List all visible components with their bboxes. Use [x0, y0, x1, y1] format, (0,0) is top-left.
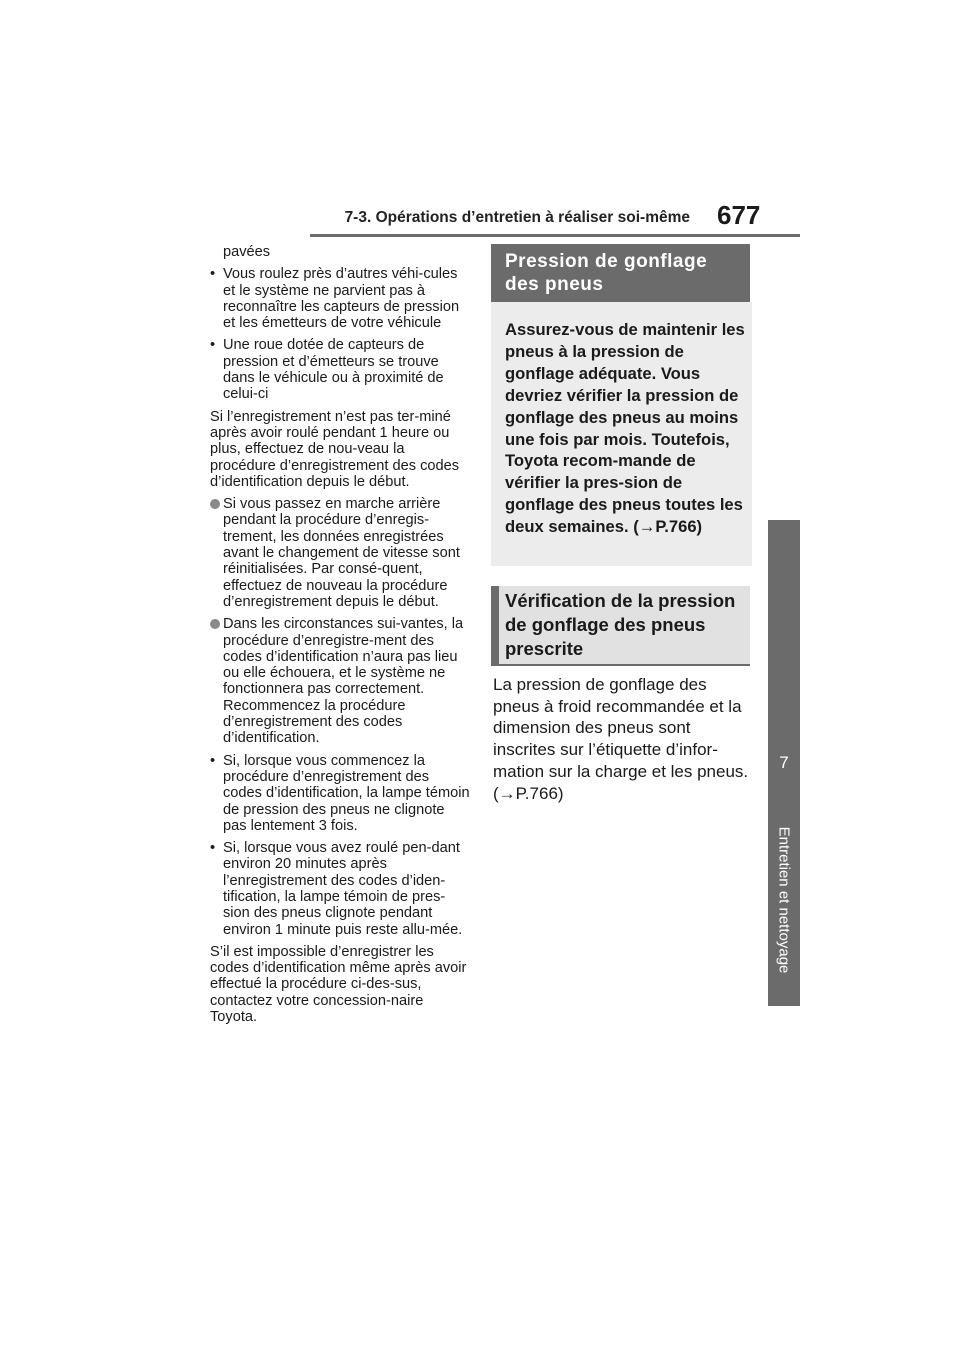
section-box-body: [491, 302, 752, 566]
paragraph: S’il est impossible d’enregistrer les codes d’identification même après avoir effectué la procédure ci-des-sus, contactez votre concession-naire Toyota.: [210, 943, 467, 1026]
chapter-number: 7: [779, 753, 789, 772]
subsection-heading: [491, 586, 750, 666]
list-item: • Vous roulez près d’autres véhi-cules et le système ne parvient pas à reconnaître les capteurs de pression et les émetteurs de votre véhicule: [210, 266, 472, 331]
note-item: [210, 496, 472, 610]
chapter-title-container: [770, 820, 798, 980]
section-box-header: [491, 244, 750, 302]
subsection-body: La pression de gonflage des pneus à froid recommandée et la dimension des pneus sont inscrites sur l’étiquette d’infor-mation sur la charge et les pneus. (→P.766): [493, 675, 749, 803]
section-box-text: Assurez-vous de maintenir les pneus à la pression de gonflage adéquate. Vous devriez vérifier la pression de gonflage des pneus au moins une fois par mois. Toutefois, Toyota recom-mande de vérifier la pres-sion de gonflage des pneus toutes les deux semaines. (→P.766): [505, 320, 745, 537]
page-number: 677: [717, 200, 761, 230]
list-item: • Une roue dotée de capteurs de pression et d’émetteurs se trouve dans le véhicule ou à proximité de celui-ci: [210, 337, 472, 402]
bullet-dot-icon: [210, 499, 220, 509]
note-text: Dans les circonstances sui-vantes, la procédure d’enregistre-ment des codes d’identification n’aura pas lieu ou elle échouera, et le système ne fonctionnera pas correctement. Recommencez la procédure d’enregistrement des codes d’identification.: [223, 616, 464, 747]
note-item: [210, 616, 472, 746]
note-text: Si vous passez en marche arrière pendant la procédure d’enregis-trement, les données enregistrées avant le changement de vitesse sont réinitialisées. Par consé-quent, effectuez de nouveau la procédure d’enregistrement depuis le début.: [223, 496, 460, 610]
paragraph: Si l’enregistrement n’est pas ter-miné après avoir roulé pendant 1 heure ou plus, effectuez de nou-veau la procédure d’enregistrement des codes d’identification depuis le début.: [210, 408, 460, 490]
bullet-dot-icon: [210, 619, 220, 629]
list-item: • Si, lorsque vous avez roulé pen-dant environ 20 minutes après l’enregistrement des codes d’iden-tification, la lampe témoin de pres-sion des pneus clignote pendant environ 1 minute puis reste allu-mée.: [210, 840, 472, 938]
side-tab-upper: [768, 520, 800, 726]
left-column: [210, 244, 472, 1031]
section-title: 7-3. Opérations d’entretien à réaliser soi-même: [344, 209, 690, 226]
chapter-number-tab: [768, 726, 800, 800]
list-item: • Si, lorsque vous commencez la procédure d’enregistrement des codes d’identification, la lampe témoin de pression des pneus ne clignote pas lentement 3 fois.: [210, 753, 472, 834]
subsection-title: Vérification de la pression de gonflage des pneus prescrite: [505, 590, 736, 659]
section-box-title: Pression de gonflage des pneus: [505, 251, 708, 295]
header-rule: [310, 234, 800, 237]
continuation-text: pavées: [223, 244, 271, 260]
chapter-title: Entretien et nettoyage: [775, 826, 793, 974]
